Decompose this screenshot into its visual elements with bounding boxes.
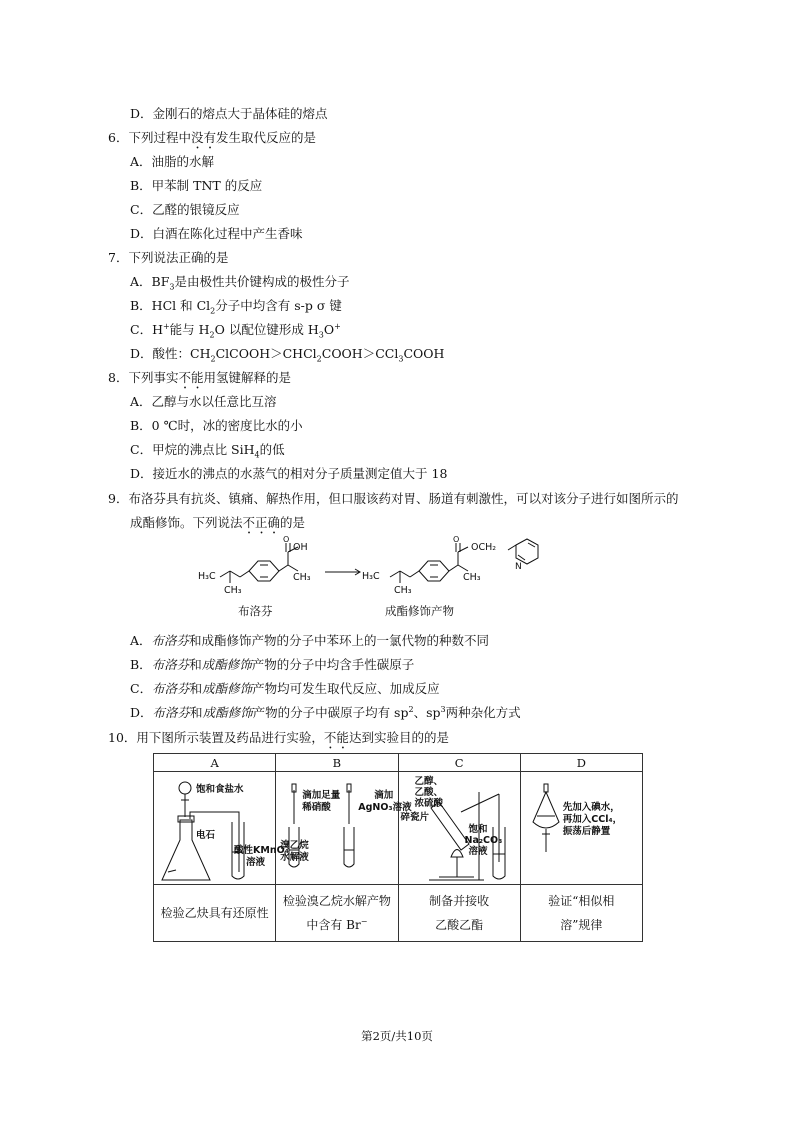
c-label-reagent-1: 乙醇、 — [414, 776, 444, 787]
apparatus-row — [154, 772, 643, 885]
a-label-carbide: 电石 — [196, 830, 216, 841]
q6-option-c: C．乙醛的银镜反应 — [130, 202, 240, 217]
a-label-kmno4: 酸性KMnO₄ — [234, 845, 289, 856]
mol1-ch3-right: CH₃ — [293, 572, 311, 583]
caption-a: 检验乙炔具有还原性 — [154, 885, 276, 942]
c-label-na2co3-2: Na₂CO₃ — [464, 835, 503, 846]
table-header-row — [154, 754, 643, 772]
header-d: D — [520, 754, 642, 772]
b-label-add-agno3-2: AgNO₃溶液 — [358, 802, 412, 813]
q9-stem-line1: 9．布洛芬具有抗炎、镇痛、解热作用，但口服该药对胃、肠道有刺激性，可以对该分子进行如图所示的 — [108, 491, 679, 506]
c-label-reagent-2: 乙酸、 — [414, 787, 444, 798]
b-label-hydrolysate-2: 水解液 — [280, 852, 309, 863]
b-label-add-hno3-1: 滴加足量 — [302, 790, 341, 801]
mol2-pyridine-n: N — [515, 562, 522, 572]
a-label-solution: 溶液 — [246, 857, 266, 868]
apparatus-b — [276, 772, 412, 885]
q9-option-a: A．布洛芬和成酯修饰产物的分子中苯环上的一氯代物的种数不同 — [130, 633, 490, 648]
q8-option-a: A．乙醇与水以任意比互溶 — [130, 394, 277, 409]
apparatus-c — [398, 772, 520, 885]
d-label-step-1: 先加入碘水， — [562, 802, 620, 813]
d-label-step-2: 再加入CCl₄， — [562, 814, 623, 825]
mol2-ch3-right: CH₃ — [463, 572, 481, 583]
header-b: B — [276, 754, 398, 772]
q9-option-d: D．布洛芬和成酯修饰产物的分子中碳原子均有 $sp^2$、$sp^3$两种杂化方式 — [130, 704, 521, 720]
mol2-och2: OCH₂ — [471, 542, 497, 553]
c-label-reagent-3: 浓硫酸 — [414, 798, 444, 809]
caption-b: 检验溴乙烷水解产物 中含有 Br− — [276, 885, 398, 942]
header-a: A — [154, 754, 276, 772]
q10-stem: 10．用下图所示装置及药品进行实验，不能达到实验目的的是 — [108, 730, 449, 745]
q10-apparatus-table — [153, 753, 643, 942]
q7-option-a: A．$BF_3$是由极性共价键构成的极性分子 — [130, 274, 350, 292]
header-c: C — [398, 754, 520, 772]
mol1-ch3-left: CH₃ — [224, 585, 242, 596]
c-label-na2co3-1: 饱和 — [468, 824, 488, 835]
q6-stem: 6．下列过程中没有发生取代反应的是 — [108, 130, 316, 145]
mol2-carbonyl-o: O — [453, 535, 460, 544]
q9-reaction-diagram — [190, 535, 570, 625]
mol1-carbonyl-o: O — [283, 535, 290, 544]
q6-option-d: D．白酒在陈化过程中产生香味 — [130, 226, 303, 241]
q8-option-b: B．0 ℃时，冰的密度比水的小 — [130, 418, 303, 433]
q5-option-d: D．金刚石的熔点大于晶体硅的熔点 — [130, 106, 328, 121]
b-label-hydrolysate-1: 溴乙烷 — [280, 840, 309, 851]
q6-option-a: A．油脂的水解 — [130, 154, 215, 169]
mol2-h3c: H₃C — [362, 571, 380, 582]
mol2-name: 成酯修饰产物 — [385, 604, 454, 618]
mol1-oh: OH — [293, 542, 308, 553]
b-label-add-hno3-2: 稀硝酸 — [302, 802, 331, 813]
apparatus-a — [154, 772, 289, 885]
caption-d: 验证“相似相 溶”规律 — [520, 885, 642, 942]
mol2-ch3-left: CH₃ — [394, 585, 412, 596]
q6-option-b: B．甲苯制 TNT 的反应 — [130, 178, 263, 193]
mol1-name: 布洛芬 — [238, 604, 273, 618]
d-label-step-3: 振荡后静置 — [562, 826, 611, 837]
q8-stem: 8．下列事实不能用氢键解释的是 — [108, 370, 291, 385]
c-label-na2co3-3: 溶液 — [468, 846, 488, 857]
caption-c: 制备并接收 乙酸乙酯 — [398, 885, 520, 942]
q7-option-d: D．酸性：$CH_2ClCOOH>CHCl_2COOH>CCl_3COOH$ — [130, 346, 445, 364]
caption-row — [154, 885, 643, 942]
apparatus-b-drawing — [276, 772, 416, 884]
q9-option-b: B．布洛芬和成酯修饰产物的分子中均含手性碳原子 — [130, 657, 415, 672]
q9-stem-line2: 成酯修饰。下列说法不正确的是 — [130, 515, 306, 530]
q8-option-d: D．接近水的沸点的水蒸气的相对分子质量测定值大于 18 — [130, 466, 448, 481]
c-label-porcelain: 碎瓷片 — [400, 812, 430, 823]
q7-option-b: B．HCl 和 $Cl_2$分子中均含有 s-p σ 键 — [130, 298, 342, 316]
page-footer: 第2页/共10页 — [361, 1029, 433, 1043]
mol1-h3c: H₃C — [198, 571, 216, 582]
q7-option-c: C．H+能与 $H_2O$ 以配位键形成 $H_3O^+$ — [130, 321, 341, 340]
a-label-brine: 饱和食盐水 — [196, 784, 244, 795]
q7-stem: 7．下列说法正确的是 — [108, 250, 229, 265]
apparatus-d — [520, 772, 642, 885]
q9-option-c: C．布洛芬和成酯修饰产物均可发生取代反应、加成反应 — [130, 681, 440, 696]
b-label-add-agno3-1: 滴加 — [374, 790, 394, 801]
q8-option-c: C．甲烷的沸点比 SiH$_4$的低 — [130, 442, 285, 460]
